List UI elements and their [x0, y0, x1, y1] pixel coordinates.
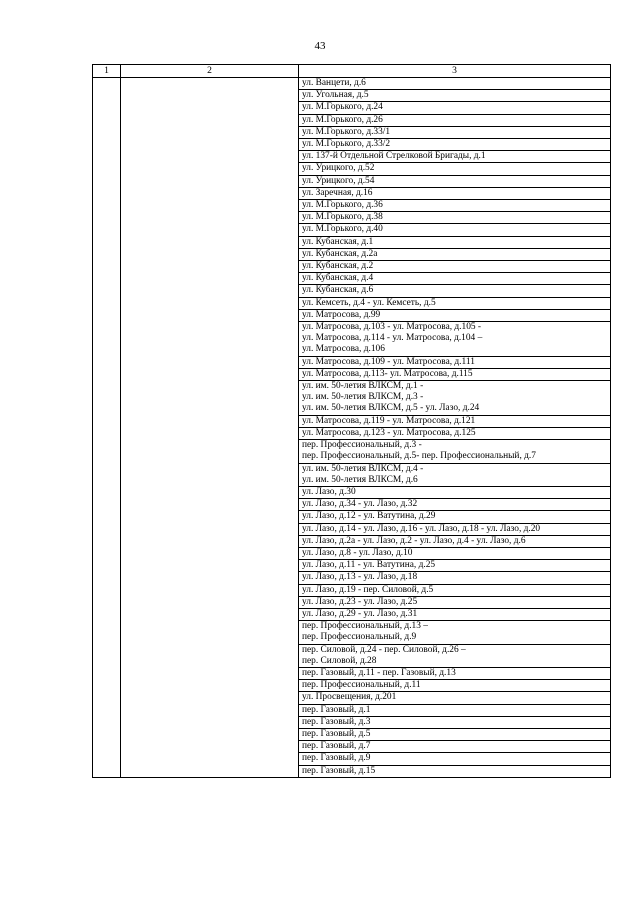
address-line: ул. М.Горького, д.36	[302, 200, 383, 211]
address-cell	[299, 608, 611, 620]
address-cell	[299, 381, 611, 416]
address-line: пер. Профессиональный, д.5- пер. Профессиональный, д.7	[302, 451, 536, 462]
address-cell	[299, 151, 611, 163]
address-cell	[299, 499, 611, 511]
address-line: пер. Газовый, д.15	[302, 765, 376, 776]
address-cell	[299, 139, 611, 151]
address-line: ул. Лазо, д.23 - ул. Лазо, д.25	[302, 596, 418, 607]
address-cell	[299, 440, 611, 463]
address-cell	[299, 415, 611, 427]
col-2-cell	[121, 78, 299, 778]
address-line: ул. Матросова, д.119 - ул. Матросова, д.121	[302, 415, 476, 426]
address-cell	[299, 728, 611, 740]
address-cell	[299, 765, 611, 777]
address-line: пер. Профессиональный, д.13 –	[302, 621, 428, 632]
address-cell	[299, 486, 611, 498]
address-line: ул. Лазо, д.8 - ул. Лазо, д.10	[302, 547, 413, 558]
address-cell	[299, 560, 611, 572]
address-line: ул. Лазо, д.12 - ул. Ватутина, д.29	[302, 511, 436, 522]
address-line: пер. Профессиональный, д.11	[302, 680, 421, 691]
address-cell	[299, 704, 611, 716]
address-line: ул. Матросова, д.103 - ул. Матросова, д.105 -	[302, 322, 482, 333]
address-cell	[299, 261, 611, 273]
address-cell	[299, 596, 611, 608]
address-line: пер. Газовый, д.5	[302, 728, 371, 739]
address-cell	[299, 692, 611, 704]
address-cell	[299, 114, 611, 126]
address-line: ул. Просвещения, д.201	[302, 692, 397, 703]
address-line: ул. Кубанская, д.2а	[302, 248, 378, 259]
address-line: ул. Матросова, д.99	[302, 309, 381, 320]
address-line: ул. Матросова, д.106	[302, 344, 385, 355]
address-cell	[299, 102, 611, 114]
address-line: ул. М.Горького, д.40	[302, 224, 383, 235]
address-cell	[299, 126, 611, 138]
address-cell	[299, 463, 611, 486]
address-cell	[299, 584, 611, 596]
address-line: ул. им. 50-летия ВЛКСМ, д.3 -	[302, 392, 424, 403]
address-line: ул. 137-й Отдельной Стрелковой Бригады, д.1	[302, 151, 486, 162]
address-line: ул. Лазо, д.13 - ул. Лазо, д.18	[302, 572, 418, 583]
address-line: пер. Газовый, д.11 - пер. Газовый, д.13	[302, 667, 456, 678]
address-line: ул. Урицкого, д.54	[302, 175, 375, 186]
col-1-cell	[93, 78, 121, 778]
address-line: ул. им. 50-летия ВЛКСМ, д.1 -	[302, 381, 424, 392]
address-cell	[299, 753, 611, 765]
address-cell	[299, 212, 611, 224]
address-line: пер. Газовый, д.1	[302, 704, 371, 715]
header-col-1: 1	[93, 65, 121, 78]
address-cell	[299, 309, 611, 321]
page-number: 43	[314, 40, 326, 52]
address-line: ул. Лазо, д.30	[302, 486, 356, 497]
address-cell	[299, 572, 611, 584]
address-cell	[299, 200, 611, 212]
address-line: ул. Заречная, д.16	[302, 187, 373, 198]
address-line: пер. Газовый, д.7	[302, 741, 371, 752]
address-line: пер. Силовой, д.24 - пер. Силовой, д.26 –	[302, 644, 466, 655]
header-col-2: 2	[121, 65, 299, 78]
address-cell	[299, 427, 611, 439]
address-line: ул. Кемсеть, д.4 - ул. Кемсеть, д.5	[302, 297, 436, 308]
address-line: ул. Лазо, д.2а - ул. Лазо, д.2 - ул. Лазо, д.4 - ул. Лазо, д.6	[302, 535, 526, 546]
address-line: ул. М.Горького, д.26	[302, 114, 383, 125]
address-line: пер. Газовый, д.3	[302, 716, 371, 727]
address-line: ул. им. 50-летия ВЛКСМ, д.4 -	[302, 463, 424, 474]
address-line: ул. Матросова, д.109 - ул. Матросова, д.111	[302, 356, 475, 367]
address-line: пер. Профессиональный, д.3 -	[302, 440, 422, 451]
address-line: пер. Профессиональный, д.9	[302, 632, 417, 643]
address-line: ул. Кубанская, д.6	[302, 285, 374, 296]
address-line: ул. Лазо, д.34 - ул. Лазо, д.32	[302, 499, 418, 510]
address-table	[92, 64, 611, 778]
header-row	[93, 65, 611, 78]
address-line: ул. Матросова, д.114 - ул. Матросова, д.104 –	[302, 333, 483, 344]
address-cell	[299, 716, 611, 728]
address-line: пер. Газовый, д.9	[302, 753, 371, 764]
address-cell	[299, 322, 611, 357]
address-line: ул. им. 50-летия ВЛКСМ, д.5 - ул. Лазо, д.24	[302, 403, 480, 414]
address-cell	[299, 535, 611, 547]
address-line: ул. Кубанская, д.1	[302, 236, 374, 247]
address-cell	[299, 356, 611, 368]
address-cell	[299, 621, 611, 644]
address-line: ул. М.Горького, д.38	[302, 212, 383, 223]
address-line: ул. им. 50-летия ВЛКСМ, д.6	[302, 474, 418, 485]
address-cell	[299, 90, 611, 102]
address-cell	[299, 273, 611, 285]
address-cell	[299, 297, 611, 309]
address-line: ул. М.Горького, д.33/2	[302, 139, 391, 150]
address-line: ул. Лазо, д.19 - пер. Силовой, д.5	[302, 584, 434, 595]
address-cell	[299, 224, 611, 236]
address-line: ул. Ванцети, д.6	[302, 78, 366, 88]
header-col-3: 3	[299, 65, 611, 78]
address-line: ул. Лазо, д.14 - ул. Лазо, д.16 - ул. Лазо, д.18 - ул. Лазо, д.20	[302, 523, 541, 534]
address-line: ул. Угольная, д.5	[302, 90, 369, 101]
address-line: ул. М.Горького, д.24	[302, 102, 383, 113]
address-line: ул. Кубанская, д.2	[302, 261, 374, 272]
address-cell	[299, 78, 611, 90]
address-cell	[299, 741, 611, 753]
address-line: ул. Матросова, д.113- ул. Матросова, д.115	[302, 368, 473, 379]
address-cell	[299, 285, 611, 297]
address-line: пер. Силовой, д.28	[302, 655, 377, 666]
address-cell	[299, 368, 611, 380]
address-line: ул. Матросова, д.123 - ул. Матросова, д.125	[302, 427, 476, 438]
address-cell	[299, 680, 611, 692]
address-cell	[299, 547, 611, 559]
address-line: ул. Лазо, д.29 - ул. Лазо, д.31	[302, 608, 418, 619]
address-line: ул. М.Горького, д.33/1	[302, 126, 391, 137]
address-cell	[299, 187, 611, 199]
address-line: ул. Кубанская, д.4	[302, 273, 374, 284]
address-cell	[299, 248, 611, 260]
table-row	[93, 78, 611, 90]
address-line: ул. Урицкого, д.52	[302, 163, 375, 174]
address-cell	[299, 667, 611, 679]
address-cell	[299, 523, 611, 535]
address-line: ул. Лазо, д.11 - ул. Ватутина, д.25	[302, 560, 436, 571]
address-cell	[299, 236, 611, 248]
address-cell	[299, 175, 611, 187]
address-cell	[299, 163, 611, 175]
address-cell	[299, 511, 611, 523]
address-cell	[299, 644, 611, 667]
